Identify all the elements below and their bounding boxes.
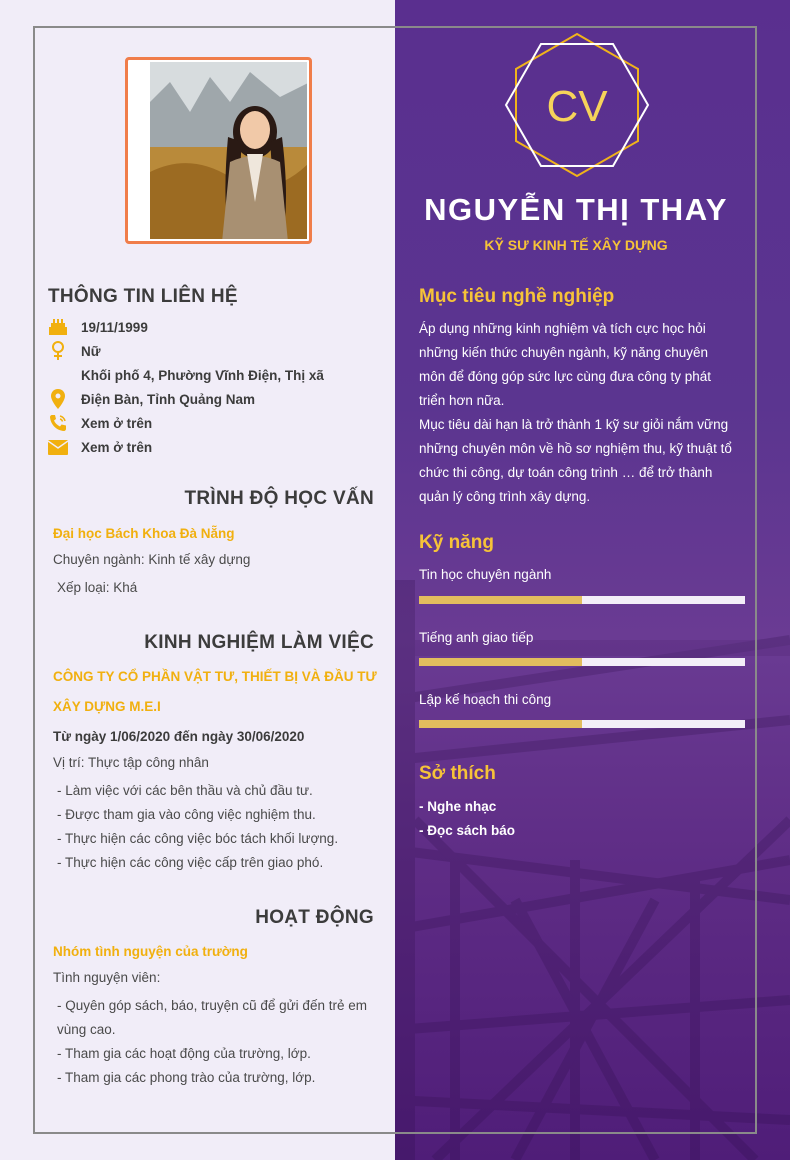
hobby-item: - Nghe nhạc — [419, 799, 497, 814]
contact-gender — [48, 340, 101, 362]
company-name-line1: CÔNG TY CỔ PHẦN VẬT TƯ, THIẾT BỊ VÀ ĐẦU TƯ — [53, 669, 377, 684]
contact-birthdate — [48, 316, 148, 338]
contact-email — [48, 436, 152, 458]
female-icon — [48, 341, 68, 361]
education-grade: Xếp loại: Khá — [57, 580, 138, 595]
objective-line: triển hơn nữa. — [419, 393, 505, 408]
volunteer-role: Tình nguyện viên: — [53, 970, 161, 985]
skill-label: Tiếng anh giao tiếp — [419, 630, 534, 645]
candidate-job-title: KỸ SƯ KINH TẾ XÂY DỰNG — [484, 237, 668, 253]
gender-text: Nữ — [81, 343, 101, 359]
cv-logo — [502, 30, 652, 180]
contact-address-line2 — [48, 388, 255, 410]
skill-label: Tin học chuyên ngành — [419, 567, 552, 582]
skill-label: Lập kế hoạch thi công — [419, 692, 552, 707]
address-line2-text: Điện Bàn, Tỉnh Quảng Nam — [81, 391, 256, 407]
skill-bar — [419, 720, 745, 728]
education-heading: TRÌNH ĐỘ HỌC VẤN — [184, 488, 374, 509]
hobby-item: - Đọc sách báo — [419, 823, 516, 838]
candidate-name: NGUYỄN THỊ THAY — [424, 192, 728, 227]
hobbies-heading: Sở thích — [419, 763, 496, 784]
objective-line: môn để đóng góp sức lực cùng đưa công ty phát — [419, 369, 712, 384]
objective-line: những chuyên môn về hồ sơ nghiệm thu, kỹ thuật tổ — [419, 441, 732, 456]
location-pin-icon — [48, 389, 68, 409]
objective-line: quản lý công trình xây dựng. — [419, 489, 591, 504]
company-name-line2: XÂY DỰNG M.E.I — [53, 699, 161, 714]
objective-line: Mục tiêu dài hạn là trở thành 1 kỹ sư giỏi nắm vững — [419, 417, 729, 432]
contact-address-line1 — [48, 364, 324, 386]
experience-position: Vị trí: Thực tập công nhân — [53, 755, 209, 770]
experience-heading: KINH NGHIỆM LÀM VIỆC — [144, 632, 374, 653]
phone-text: Xem ở trên — [81, 415, 153, 431]
activity-item: - Quyên góp sách, báo, truyện cũ để gửi đến trẻ em — [57, 998, 367, 1013]
duty-item: - Thực hiện các công việc cấp trên giao phó. — [57, 855, 324, 870]
email-text: Xem ở trên — [81, 439, 153, 455]
birthday-cake-icon — [48, 317, 68, 337]
duty-item: - Thực hiện các công việc bóc tách khối lượng. — [57, 831, 339, 846]
objective-line: Áp dụng những kinh nghiệm và tích cực học hỏi — [419, 321, 706, 336]
skill-bar-fill — [419, 720, 582, 728]
skill-bar — [419, 596, 745, 604]
activity-item: vùng cao. — [57, 1022, 116, 1037]
objective-heading: Mục tiêu nghề nghiệp — [419, 286, 615, 307]
phone-icon — [48, 413, 68, 433]
skill-bar — [419, 658, 745, 666]
duty-item: - Làm việc với các bên thầu và chủ đầu tư. — [57, 783, 313, 798]
profile-photo — [125, 57, 312, 244]
experience-period: Từ ngày 1/06/2020 đến ngày 30/06/2020 — [53, 729, 305, 744]
activity-item: - Tham gia các hoạt động của trường, lớp. — [57, 1046, 311, 1061]
skill-bar-fill — [419, 658, 582, 666]
skill-bar-fill — [419, 596, 582, 604]
objective-line: chức thi công, dự toán công trình … để trở thành — [419, 465, 713, 480]
objective-text — [419, 317, 739, 509]
birthdate-text: 19/11/1999 — [81, 319, 148, 335]
activities-heading: HOẠT ĐỘNG — [255, 907, 374, 928]
contact-heading: THÔNG TIN LIÊN HỆ — [48, 286, 238, 307]
volunteer-group: Nhóm tình nguyện của trường — [53, 944, 248, 959]
objective-line: những kiến thức chuyên ngành, kỹ năng chuyên — [419, 345, 709, 360]
activity-item: - Tham gia các phong trào của trường, lớp. — [57, 1070, 316, 1085]
envelope-icon — [48, 437, 68, 457]
skills-heading: Kỹ năng — [419, 532, 494, 553]
education-major: Chuyên ngành: Kinh tế xây dựng — [53, 552, 251, 567]
contact-phone — [48, 412, 152, 434]
school-name: Đại học Bách Khoa Đà Nẵng — [53, 526, 235, 541]
duty-item: - Được tham gia vào công việc nghiệm thu. — [57, 807, 316, 822]
address-line1-text: Khối phố 4, Phường Vĩnh Điện, Thị xã — [81, 367, 324, 383]
cv-logo-text: CV — [546, 82, 608, 131]
